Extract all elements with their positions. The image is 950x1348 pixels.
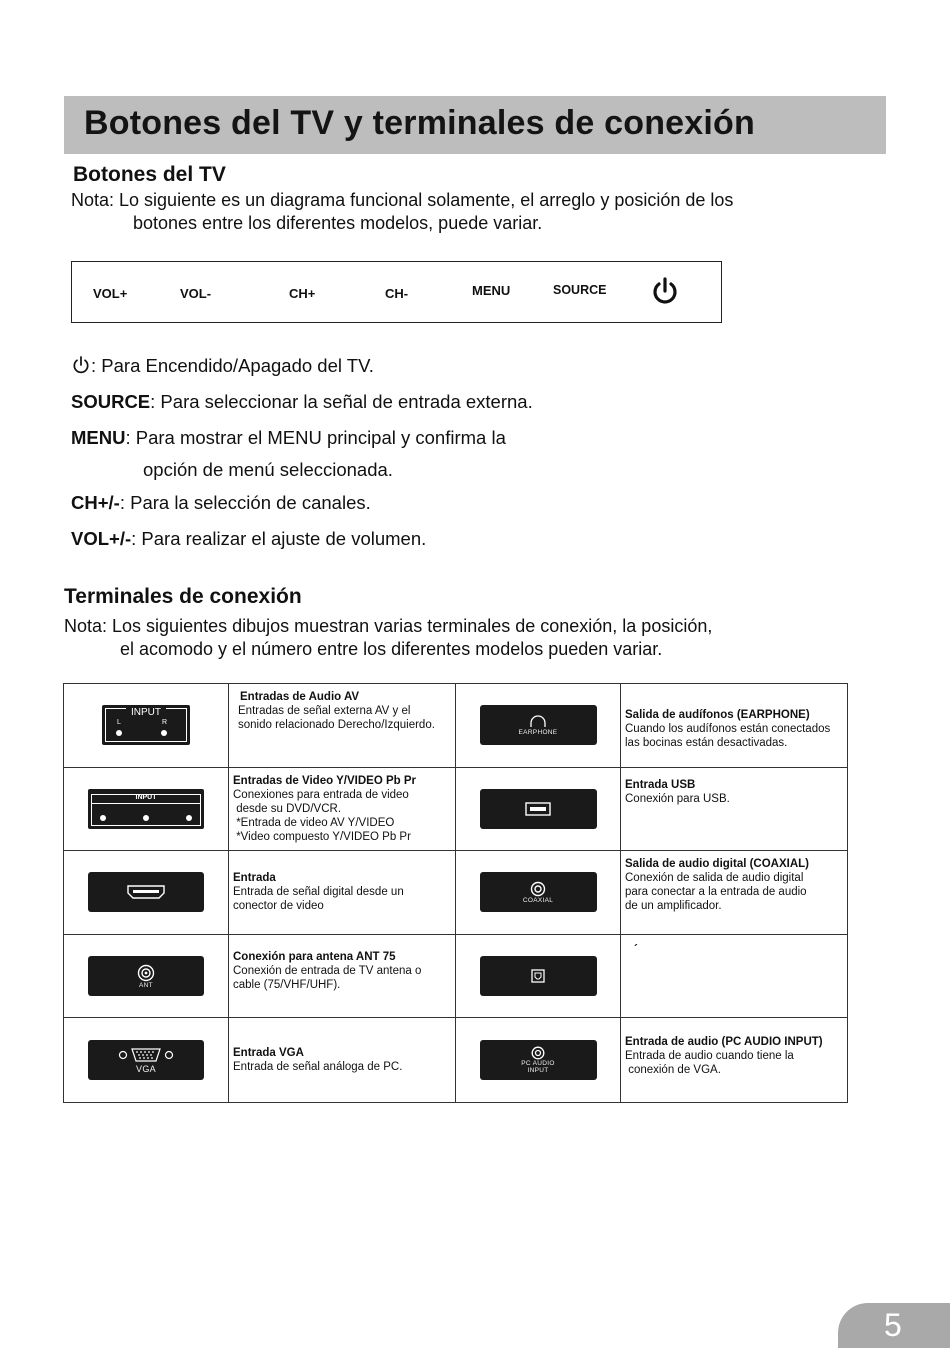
earphone-label: EARPHONE [518,728,558,736]
vga-icon-cell [64,1018,229,1102]
usb-icon-cell [456,768,621,852]
av-title: Entradas de Audio AV [240,691,360,703]
video-input-icon-cell [64,768,229,852]
jack-icon [100,815,106,821]
hdmi-port-icon [127,885,165,899]
vga-panel [88,1040,204,1080]
pc-audio-line: Entrada de audio cuando tiene la [625,1050,794,1063]
hdmi-line: Entrada de señal digital desde un [233,886,404,899]
desc-ch-text: : Para la selección de canales. [119,492,371,513]
av-line: Entradas de señal externa AV y el [238,705,411,717]
earphone-panel [480,705,597,745]
coaxial-desc-cell [621,851,847,935]
jack-icon [186,815,192,821]
earphone-icon-cell [456,684,621,768]
hdmi-title: Entrada [233,872,276,885]
usb-port-icon [525,802,551,816]
terminals-note-line1: Nota: Los siguientes dibujos muestran varias terminales de conexión, la posición, [64,616,713,636]
hdmi-desc-cell [229,851,456,935]
page-number: 5 [884,1307,902,1343]
av-input-icon-cell [64,684,229,768]
coaxial-line: para conectar a la entrada de audio [625,886,807,899]
terminals-heading: Terminales de conexión [64,585,302,608]
ant-line: cable (75/VHF/UHF). [233,978,341,991]
headphone-icon [529,715,547,729]
video-line: *Entrada de video AV Y/VIDEO [233,816,395,829]
video-line: Conexiones para entrada de video [233,788,409,801]
coaxial-icon-cell [456,851,621,935]
ant-title: Conexión para antena ANT 75 [233,950,396,963]
ch-minus-label: CH- [385,286,409,301]
coaxial-jack-icon [530,881,546,897]
hdmi-panel [88,872,204,912]
vga-title: Entrada VGA [233,1047,304,1060]
ant-panel [88,956,204,996]
desc-menu [71,426,506,482]
earphone-title: Salida de audífonos (EARPHONE) [625,709,810,721]
button-strip [71,261,722,323]
ch-plus-label: CH+ [289,286,316,301]
av-desc-cell [229,684,456,768]
ant-line: Conexión de entrada de TV antena o [233,964,422,977]
desc-menu-text-2: opción de menú seleccionada. [143,459,393,480]
ant-desc-cell [229,935,456,1019]
pc-audio-label-1: PC AUDIO [521,1060,555,1068]
av-l-label: L [117,719,121,727]
title-bar [64,96,886,154]
desc-power-text: : Para Encendido/Apagado del TV. [91,355,374,376]
desc-ch-key: CH+/- [71,492,120,513]
coaxial-line: Conexión de salida de audio digital [625,872,804,885]
jack-icon [143,815,149,821]
video-title: Entradas de Video Y/VIDEO Pb Pr [233,774,416,787]
coaxial-line: de un amplificador. [625,900,722,913]
buttons-note-line2: botones entre los diferentes modelos, puede variar. [133,213,543,233]
hdmi-icon-cell [64,851,229,935]
av-input-label: INPUT [126,707,166,718]
terminals-table [63,683,848,1103]
optical-desc-cell [621,935,847,1019]
desc-source [71,390,533,414]
video-input-icon [88,789,204,829]
vga-port-icon [118,1047,174,1063]
av-input-icon [102,705,190,745]
pc-audio-icon-cell [456,1018,621,1102]
vol-minus-label: VOL- [180,286,212,301]
vga-desc-cell [229,1018,456,1102]
source-label: SOURCE [553,283,607,297]
desc-source-text: : Para seleccionar la señal de entrada externa. [150,391,533,412]
buttons-heading: Botones del TV [73,163,226,186]
desc-ch [71,491,371,515]
ant-label: ANT [139,981,153,989]
earphone-line: Cuando los audífonos están conectados [625,723,831,735]
usb-panel [480,789,597,829]
coaxial-label: COAXIAL [522,896,554,904]
menu-label: MENU [472,283,511,298]
video-input-label: INPUT [135,793,157,801]
optical-icon-cell [456,935,621,1019]
coaxial-panel [480,872,597,912]
usb-line: Conexión para USB. [625,792,730,805]
buttons-note-line1: Nota: Lo siguiente es un diagrama funcional solamente, el arreglo y posición de los [71,190,734,210]
terminals-note [64,615,712,661]
page-number-tab [838,1303,950,1348]
optical-panel [480,956,597,996]
av-r-label: R [162,719,168,727]
desc-source-key: SOURCE [71,391,151,412]
pc-audio-desc-cell [621,1018,847,1102]
desc-menu-text: : Para mostrar el MENU principal y confirma la [125,427,506,448]
video-line: desde su DVD/VCR. [233,802,342,815]
vol-plus-label: VOL+ [93,286,128,301]
hdmi-line: conector de video [233,900,324,913]
video-line: *Video compuesto Y/VIDEO Pb Pr [233,830,411,843]
optical-title: ´ [634,943,638,956]
earphone-desc-cell [621,684,847,768]
pc-audio-line: conexión de VGA. [625,1064,721,1077]
av-line: sonido relacionado Derecho/Izquierdo. [238,719,435,731]
earphone-line: las bocinas están desactivadas. [625,737,788,749]
antenna-jack-icon [137,964,155,982]
video-desc-cell [229,768,456,852]
desc-menu-key: MENU [71,427,126,448]
power-icon [650,276,680,306]
desc-vol [71,527,426,551]
ant-icon-cell [64,935,229,1019]
optical-port-icon [531,969,545,983]
desc-power [71,354,374,378]
pc-audio-label-2: INPUT [527,1067,549,1075]
usb-desc-cell [621,768,847,852]
pc-audio-panel [480,1040,597,1080]
desc-vol-key: VOL+/- [71,528,132,549]
buttons-note [71,189,733,235]
pc-audio-title: Entrada de audio (PC AUDIO INPUT) [625,1036,823,1049]
usb-title: Entrada USB [625,778,696,791]
desc-vol-text: : Para realizar el ajuste de volumen. [131,528,427,549]
terminals-note-line2: el acomodo y el número entre los diferentes modelos pueden variar. [120,639,663,659]
power-icon [71,355,91,375]
audio-jack-icon [531,1046,545,1060]
coaxial-title: Salida de audio digital (COAXIAL) [625,858,810,871]
page-title: Botones del TV y terminales de conexión [84,104,755,142]
vga-label: VGA [136,1063,156,1074]
vga-line: Entrada de señal análoga de PC. [233,1061,403,1074]
